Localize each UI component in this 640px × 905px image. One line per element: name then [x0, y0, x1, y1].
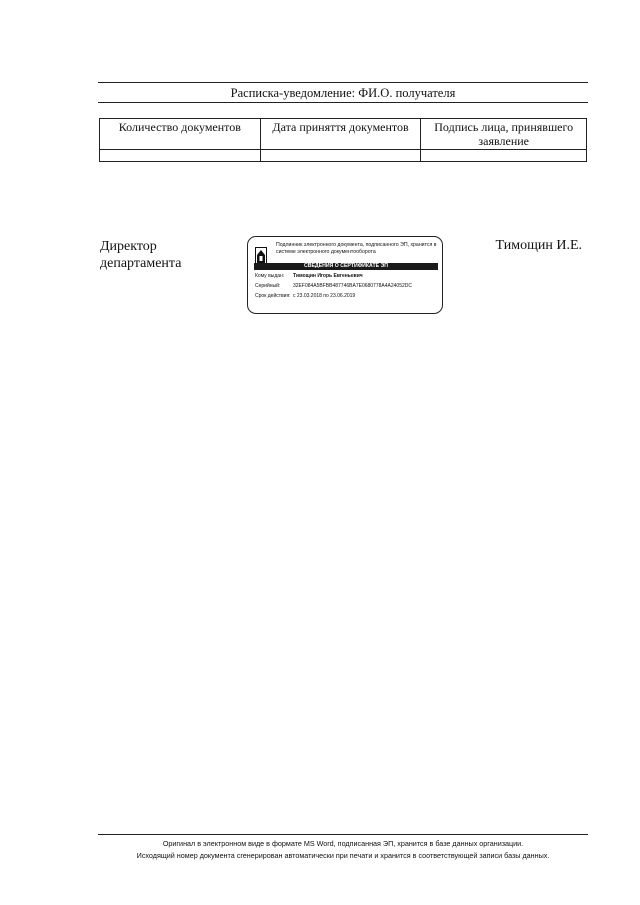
stamp-serial-row — [255, 283, 412, 289]
stamp-serial-value: 32EF084A5BFBB487746BA7E0680778A4A24052DC — [293, 283, 412, 289]
table-cell — [421, 150, 587, 162]
receipt-title: Расписка-уведомление: ФИ.О. получателя — [230, 86, 456, 100]
column-header: Дата приняття документов — [260, 119, 421, 150]
footer-rule — [98, 834, 588, 835]
footer-line: Исходящий номер документа сгенерирован автоматически при печати и хранится в соответствующей записи базы данных. — [136, 851, 550, 860]
stamp-serial-label: Серийный: — [255, 283, 281, 289]
table-cell — [100, 150, 261, 162]
top-rule — [98, 82, 588, 83]
column-header: Подпись лица, принявшего заявление — [421, 119, 587, 150]
stamp-validity-label: Срок действия: — [255, 293, 291, 299]
position-line: Директор — [100, 239, 157, 254]
stamp-validity-value: с 23.03.2018 по 23.06.2019 — [293, 293, 356, 299]
stamp-header: СВЕДЕНИЯ О СЕРТИФИКАТЕ ЭП — [254, 263, 438, 270]
receipt-table — [99, 118, 587, 162]
table-cell — [260, 150, 421, 162]
position-line: департамента — [100, 256, 182, 271]
footer-line: Оригинал в электронном виде в формате MS Word, подписанная ЭП, хранится в базе данных организации. — [162, 839, 524, 848]
column-header: Количество документов — [100, 119, 261, 150]
stamp-note: Подлинник электронного документа, подписанного ЭП, хранится в системе электронного документооборота — [276, 242, 437, 255]
stamp-owner-row — [255, 273, 363, 279]
title-underline — [98, 102, 588, 103]
stamp-owner-value: Тимощин Игорь Евгеньевич — [293, 273, 363, 279]
signer-position — [100, 238, 181, 272]
stamp-owner-label: Кому выдан: — [255, 273, 285, 279]
electronic-signature-stamp — [247, 236, 443, 314]
table-row — [100, 150, 587, 162]
table-header-row — [100, 119, 587, 150]
signer-name: Тимощин И.Е. — [495, 238, 582, 253]
stamp-validity-row — [255, 293, 355, 299]
footer-note — [98, 838, 588, 862]
